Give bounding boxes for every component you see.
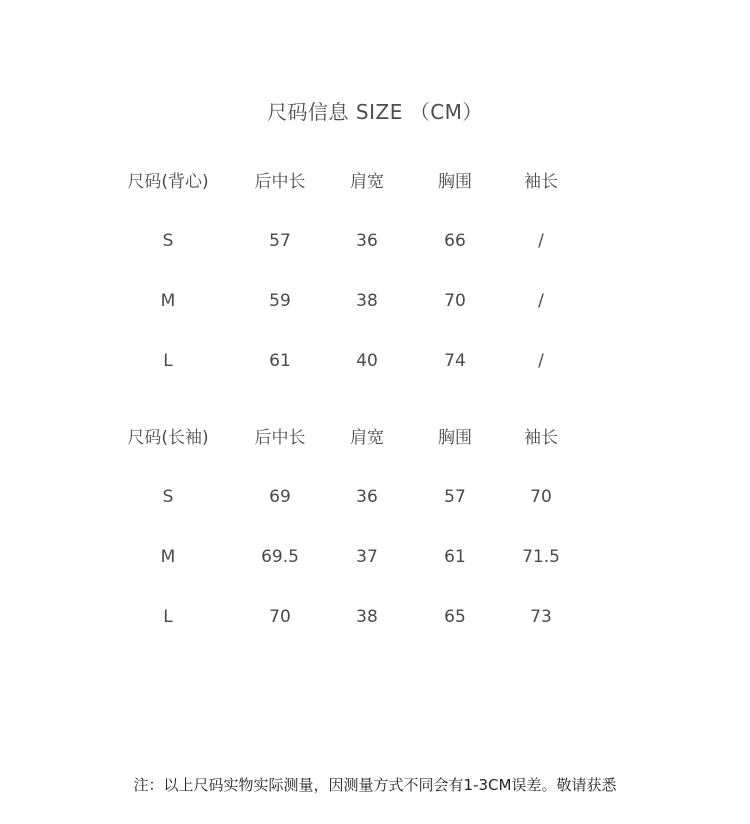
cell-sleeve: 71.5 <box>522 547 560 567</box>
cell-sleeve: / <box>538 231 544 251</box>
cell-shoulder: 38 <box>356 291 378 311</box>
cell-shoulder: 38 <box>356 607 378 627</box>
cell-back-length: 61 <box>269 351 291 371</box>
header-size: 尺码(长袖) <box>127 428 209 448</box>
table-row <box>0 346 750 376</box>
cell-size: S <box>162 231 174 251</box>
table-row <box>0 226 750 256</box>
cell-back-length: 69 <box>269 487 291 507</box>
cell-shoulder: 36 <box>356 487 378 507</box>
cell-back-length: 59 <box>269 291 291 311</box>
cell-back-length: 69.5 <box>261 547 299 567</box>
cell-size: M <box>160 291 176 311</box>
cell-sleeve: / <box>538 351 544 371</box>
header-sleeve: 袖长 <box>524 428 558 448</box>
table-row <box>0 286 750 316</box>
measurement-note: 注：以上尺码实物实际测量，因测量方式不同会有1-3CM误差。敬请获悉 <box>133 776 617 794</box>
cell-shoulder: 37 <box>356 547 378 567</box>
cell-size: M <box>160 547 176 567</box>
cell-sleeve: 70 <box>530 487 552 507</box>
table-row <box>0 482 750 512</box>
cell-sleeve: / <box>538 291 544 311</box>
cell-size: S <box>162 487 174 507</box>
table-header-row <box>0 423 750 453</box>
header-back-length: 后中长 <box>254 428 306 448</box>
cell-chest: 74 <box>444 351 466 371</box>
header-shoulder: 肩宽 <box>350 428 384 448</box>
cell-shoulder: 36 <box>356 231 378 251</box>
page-title: 尺码信息 SIZE （CM） <box>267 100 483 124</box>
header-chest: 胸围 <box>438 428 472 448</box>
cell-sleeve: 73 <box>530 607 552 627</box>
cell-back-length: 70 <box>269 607 291 627</box>
cell-chest: 57 <box>444 487 466 507</box>
cell-chest: 70 <box>444 291 466 311</box>
header-chest: 胸围 <box>438 172 472 192</box>
cell-size: L <box>163 351 173 371</box>
cell-chest: 61 <box>444 547 466 567</box>
header-shoulder: 肩宽 <box>350 172 384 192</box>
header-size: 尺码(背心) <box>127 172 209 192</box>
cell-chest: 66 <box>444 231 466 251</box>
cell-shoulder: 40 <box>356 351 378 371</box>
table-header-row <box>0 167 750 197</box>
cell-back-length: 57 <box>269 231 291 251</box>
cell-chest: 65 <box>444 607 466 627</box>
cell-size: L <box>163 607 173 627</box>
table-row <box>0 602 750 632</box>
table-row <box>0 542 750 572</box>
header-back-length: 后中长 <box>254 172 306 192</box>
header-sleeve: 袖长 <box>524 172 558 192</box>
